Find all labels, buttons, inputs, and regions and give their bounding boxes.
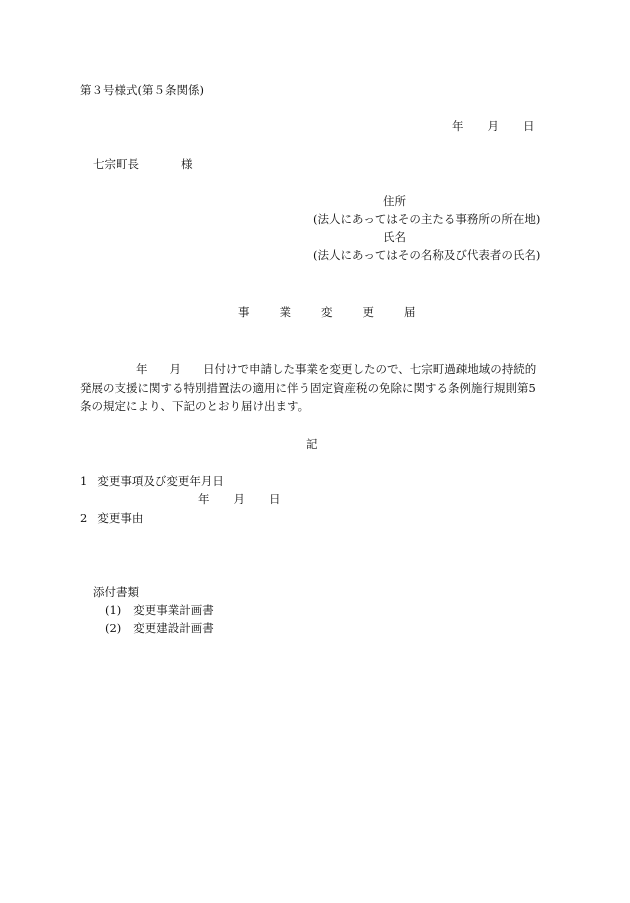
title-char: 業	[279, 305, 291, 319]
address-label: 住所	[383, 194, 406, 208]
date-day: 日	[523, 119, 535, 133]
item-label: 変更事由	[97, 511, 144, 525]
item-date-year: 年	[198, 492, 210, 506]
item-1	[80, 474, 224, 488]
attachment-item-2	[105, 621, 214, 635]
body-month: 月	[169, 362, 181, 376]
attachment-number: (2)	[105, 621, 122, 635]
item-date-month: 月	[233, 492, 245, 506]
title-char: 届	[404, 305, 416, 319]
body-line-1	[136, 362, 536, 376]
item-date-day: 日	[269, 492, 281, 506]
date-year: 年	[452, 119, 464, 133]
name-label: 氏名	[383, 230, 406, 244]
title-char: 更	[362, 305, 374, 319]
addressee	[93, 157, 193, 171]
body-line-2: 発展の支援に関する特別措置法の適用に伴う固定資産税の免除に関する条例施行規則第5	[80, 381, 536, 395]
date-line	[452, 119, 535, 133]
address-note: (法人にあってはその主たる事務所の所在地)	[313, 212, 541, 226]
addressee-name: 七宗町長	[93, 157, 139, 171]
attachment-item-1	[105, 603, 214, 617]
ki-mark: 記	[306, 437, 318, 451]
attachment-number: (1)	[105, 603, 122, 617]
attachments-heading: 添付書類	[93, 585, 139, 599]
title-char: 事	[238, 305, 250, 319]
document-title	[223, 305, 431, 319]
attachment-label: 変更建設計画書	[133, 621, 214, 635]
body-line1-rest: 日付けで申請した事業を変更したので、七宗町過疎地域の持続的	[203, 362, 537, 376]
body-year: 年	[136, 362, 148, 376]
addressee-honorific: 様	[181, 157, 193, 171]
attachment-label: 変更事業計画書	[133, 603, 214, 617]
body-line-3: 条の規定により、下記のとおり届け出ます。	[80, 399, 310, 413]
item-1-date	[198, 492, 281, 506]
item-2	[80, 511, 143, 525]
form-label: 第３号様式(第５条関係)	[80, 83, 204, 97]
item-number: 1	[80, 474, 88, 488]
date-month: 月	[487, 119, 499, 133]
name-note: (法人にあってはその名称及び代表者の氏名)	[313, 248, 541, 262]
title-char: 変	[321, 305, 333, 319]
item-label: 変更事項及び変更年月日	[97, 474, 224, 488]
item-number: 2	[80, 511, 88, 525]
